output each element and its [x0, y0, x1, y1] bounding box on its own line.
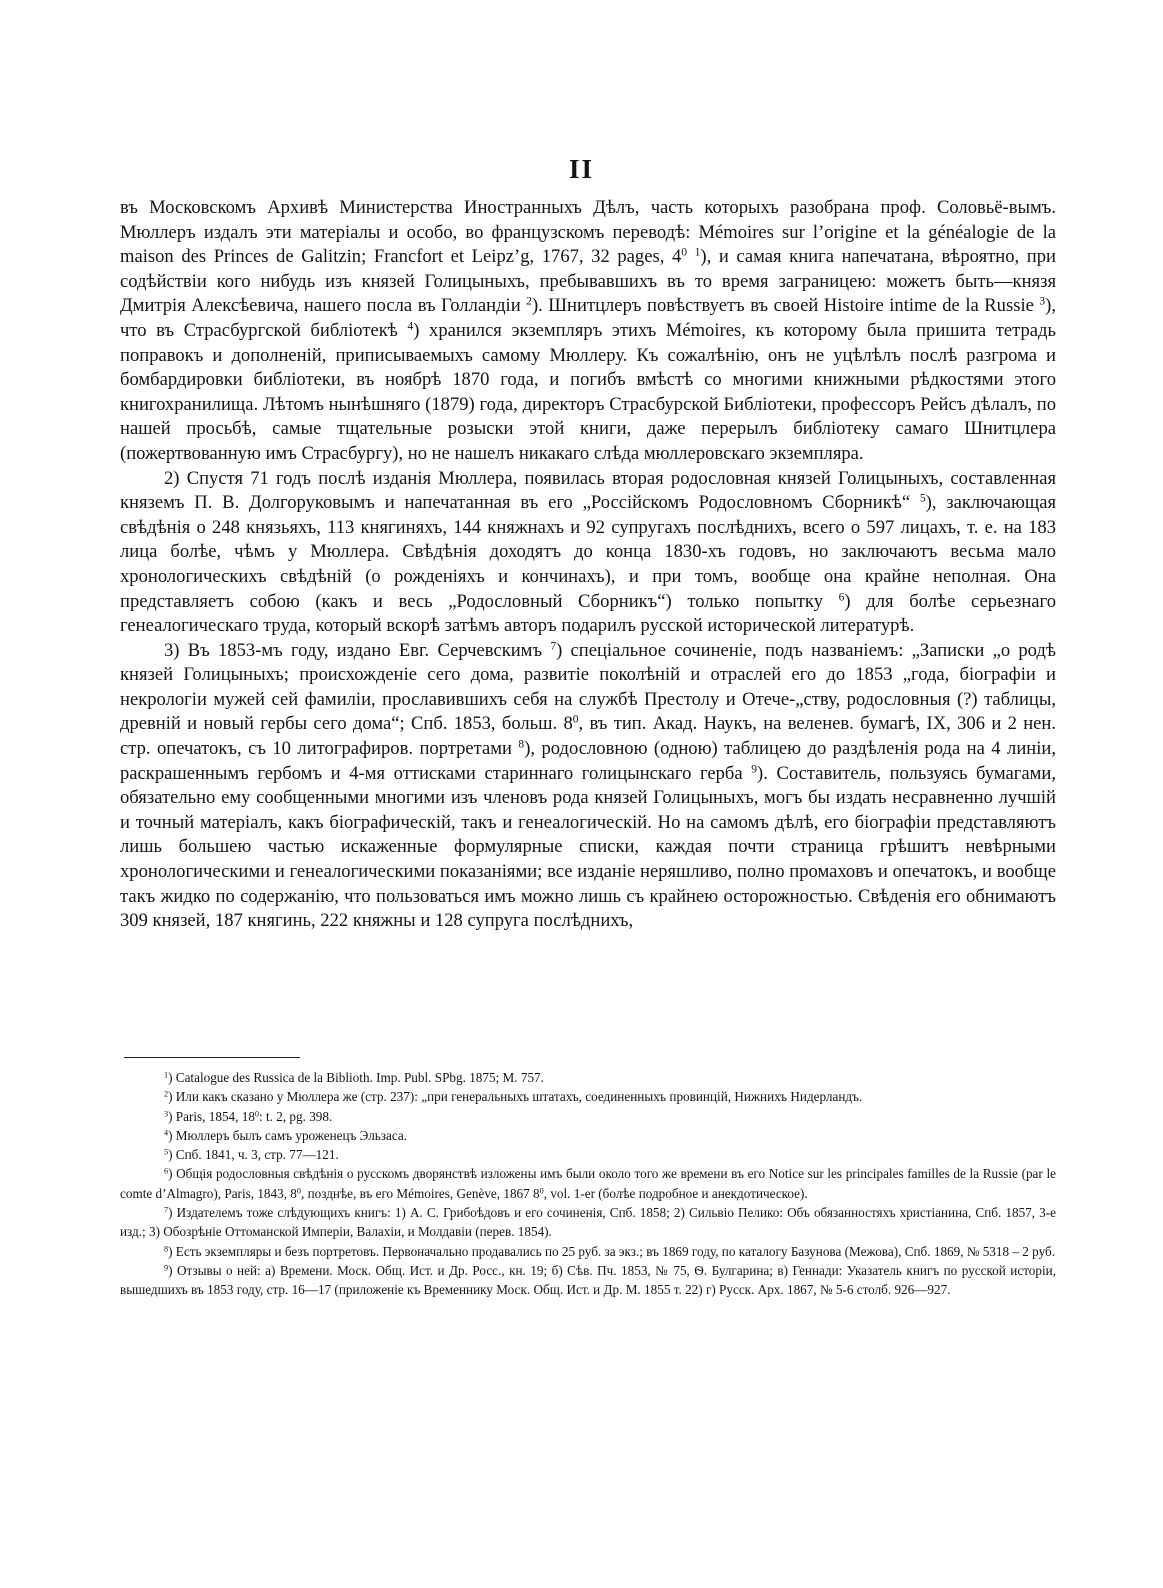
footnote-marker: 1 — [694, 246, 701, 259]
main-text — [120, 196, 1056, 934]
text-run: , въ тип. Акад. Наукъ, на веленев. бумагѣ, IX, 306 и 2 нен. стр. опечатокъ, съ 10 литографиров. портретами — [120, 713, 1056, 760]
text-run: ) спеціальное сочиненіе, подъ названіемъ: „Записки „о родѣ князей Голицыныхъ; происхожденіе сего дома, развитіе поколѣній и отраслей его до 1853 „года, біографіи и некрологіи мужей сей фамиліи, прославившихъ себя на службѣ Престолу и Отече-„ству, родословныя (?) таблицы, древній и новый гербы сего дома“; Спб. 1853, больш. 8 — [120, 639, 1056, 735]
footnote-marker: 2 — [526, 296, 532, 309]
footnote-marker: 1 — [164, 1070, 169, 1080]
text-run: ), что въ Страсбургской библіотекѣ — [120, 295, 1056, 341]
footnote — [120, 1145, 1056, 1164]
footnote-marker: 7 — [550, 640, 557, 653]
footnote-marker: 7 — [164, 1205, 169, 1215]
footnote-separator — [124, 1057, 300, 1058]
footnote-marker: 5 — [919, 492, 926, 505]
text-run: 2) Спустя 71 годъ послѣ изданія Мюллера, появилась вторая родословная князей Голицыныхъ, составленная княземъ П. В. Долгоруковымъ и напечатанная въ его „Россійскомъ Родословномъ Сборникѣ“ — [120, 467, 1056, 514]
footnote — [120, 1261, 1056, 1300]
text-run: ) для болѣе серьезнаго генеалогическаго труда, который вскорѣ затѣмъ авторъ подарилъ русской исторической литературѣ. — [120, 590, 1056, 637]
footnote-marker: 8 — [164, 1244, 169, 1254]
text-run: ), заключающая свѣдѣнія о 248 князьяхъ, 113 княгиняхъ, 144 княжнахъ и 92 супругахъ послѣднихъ, всего о 597 лицахъ, т. е. на 183 лица болѣе, чѣмъ у Мюллера. Свѣдѣнія доходятъ до конца 1830-хъ годовъ, но заключаютъ весьма мало хронологическихъ свѣдѣній (о рожденіяхъ и кончинахъ), и при томъ, вообще она крайне неполная. Она представляетъ собою (какъ и весь „Родословный Сборникъ“) только попытку — [120, 492, 1057, 612]
footnote-marker: 8 — [518, 738, 525, 751]
footnotes — [120, 1068, 1056, 1300]
text-run: ) Catalogue des Russica de la Biblioth. Imp. Publ. SPbg. 1875; M. 757. — [168, 1070, 544, 1085]
footnote-marker: 0 — [254, 1109, 260, 1119]
text-run: ) Отзывы о ней: а) Времени. Моск. Общ. Ист. и Др. Росс., кн. 19; б) Сѣв. Пч. 1853, № 75, Ѳ. Булгарина; в) Геннади: Указатель книгъ по русской исторіи, вышедшихъ въ 1853 году, стр. 16—17 (приложеніе къ Временнику Моск. Общ. Ист. и Др. М. 1855 т. 22) г) Русск. Арх. 1867, № 5-6 столб. 926—927. — [120, 1262, 1056, 1298]
text-run: , vol. 1-er (болѣе подробное и анекдотическое). — [543, 1185, 808, 1201]
text-run: ) Издателемъ тоже слѣдующихъ книгъ: 1) А. С. Грибоѣдовъ и его сочиненія, Спб. 1858; 2) Сильвіо Пелико: Объ обязанностяхъ христіанина, Спб. 1857, 3-е изд.; 3) Обозрѣніе Оттоманской Имперіи, Валахіи, и Молдавіи (перев. 1854). — [120, 1205, 1056, 1240]
text-run: , позднѣе, въ его Mémoires, Genève, 1867 8 — [301, 1185, 540, 1201]
paragraph — [120, 467, 1056, 639]
text-run: ), родословною (одною) таблицею до раздѣленія рода на 4 линіи, раскрашеннымъ гербомъ и 4-мя оттисками стариннаго голицынскаго герба — [120, 738, 1056, 784]
footnote-marker: 0 — [681, 246, 688, 259]
footnote — [120, 1203, 1056, 1242]
text-run: ). Шнитцлеръ повѣствуетъ въ своей Histoire intime de la Russie — [531, 295, 1040, 317]
footnote-marker: 0 — [572, 714, 579, 727]
footnote-marker: 9 — [164, 1263, 169, 1273]
footnote-marker: 4 — [164, 1128, 169, 1138]
footnote-marker: 3 — [164, 1109, 169, 1119]
text-run: ) Или какъ сказано у Мюллера же (стр. 237): „при генеральныхъ штатахъ, соединенныхъ провинцій, Нижнихъ Нидерландъ. — [168, 1089, 863, 1105]
text-run: ) Общія родословныя свѣдѣнія о русскомъ дворянствѣ изложены имъ были около того же времени въ его Notice sur les principales familles de la Russie (par le comte d’Almagro), Paris, 1843, 8 — [120, 1166, 1056, 1201]
paragraph — [120, 196, 1056, 467]
footnote-marker: 0 — [539, 1186, 544, 1196]
footnote-marker: 5 — [164, 1147, 169, 1157]
page-number: II — [568, 154, 594, 184]
text-run: въ Московскомъ Архивѣ Министерства Иностранныхъ Дѣлъ, часть которыхъ разобрана проф. Соловьё-вымъ. Мюллеръ издалъ эти матеріалы и особо, во французскомъ переводѣ: Mémoires sur l’origine et la généalogie de la maison des Princes de Galitzin; Francfort et Leipz’g, 1767, 32 pages, 4 — [120, 197, 1056, 268]
text-run: ). Составитель, пользуясь бумагами, обязательно ему сообщенными многими изъ членовъ рода князей Голицыныхъ, могъ бы издать несравненно лучшій и точный матеріалъ, какъ біографическій, такъ и генеалогическій. Но на самомъ дѣлѣ, его біографіи представляютъ лишь большею частью искаженные формулярные списки, каждая почти страница грѣшитъ невѣрными хронологическими и генеалогическими показаніями; все изданіе неряшливо, полно промаховъ и опечатокъ, и вообще такъ жидко по содержанію, что пользоваться имъ можно лишь съ крайнею осторожностью. Свѣденія его обнимаютъ 309 князей, 187 княгинь, 222 княжны и 128 супруга послѣднихъ, — [120, 762, 1056, 932]
text-run: ), и самая книга напечатана, вѣроятно, при содѣйствіи кого нибудь изъ князей Голицыныхъ, пребывавшихъ въ то время заграницею: можетъ быть—князя Дмитрія Алексѣевича, нашего посла въ Голландіи — [120, 246, 1056, 317]
text-run: ) Спб. 1841, ч. 3, стр. 77—121. — [168, 1147, 339, 1163]
text-run: ) Paris, 1854, 18 — [168, 1108, 255, 1124]
footnote-marker: 9 — [751, 763, 757, 776]
footnote-marker: 4 — [407, 320, 414, 333]
footnote-marker: 3 — [1039, 296, 1046, 309]
footnote-marker: 0 — [296, 1186, 301, 1196]
footnote — [120, 1107, 1056, 1126]
footnote — [120, 1126, 1056, 1145]
footnote-marker: 2 — [164, 1089, 169, 1099]
text-run: : t. 2, pg. 398. — [259, 1108, 333, 1124]
text-run: 3) Въ 1853-мъ году, издано Евг. Серчевскимъ — [164, 639, 551, 661]
text-run: ) хранился экземпляръ этихъ Mémoires, къ которому была пришита тетрадь поправокъ и дополненій, приписываемыхъ самому Мюллеру. Къ сожалѣнію, онъ не уцѣлѣлъ послѣ разгрома и бомбардировки библіотеки, въ ноябрѣ 1870 года, и погибъ вмѣстѣ со многими книжными рѣдкостями этого книгохранилища. Лѣтомъ нынѣшняго (1879) года, директоръ Страсбурской Библіотеки, профессоръ Рейсъ дѣлалъ, по нашей просьбѣ, самые тщательные розыски этой книги, даже перерылъ библіотеку самаго Шнитцлера (пожертвованную имъ Страсбургу), но не нашелъ никакаго слѣда мюллеровскаго экземпляра. — [120, 319, 1056, 464]
text-run: ) Есть экземпляры и безъ портретовъ. Первоначально продавались по 25 руб. за экз.; въ 1869 году, по каталогу Базунова (Межова), Спб. 1869, № 5318 – 2 руб. — [168, 1243, 1055, 1259]
footnote-marker: 6 — [164, 1166, 169, 1176]
footnote — [120, 1087, 1056, 1106]
text-run: ) Мюллеръ былъ самъ уроженецъ Эльзаса. — [168, 1127, 408, 1143]
paragraph — [120, 639, 1056, 934]
footnote — [120, 1242, 1056, 1261]
text-run — [687, 246, 695, 267]
footnote — [120, 1068, 1056, 1087]
footnote — [120, 1164, 1056, 1203]
footnote-marker: 6 — [838, 591, 845, 604]
